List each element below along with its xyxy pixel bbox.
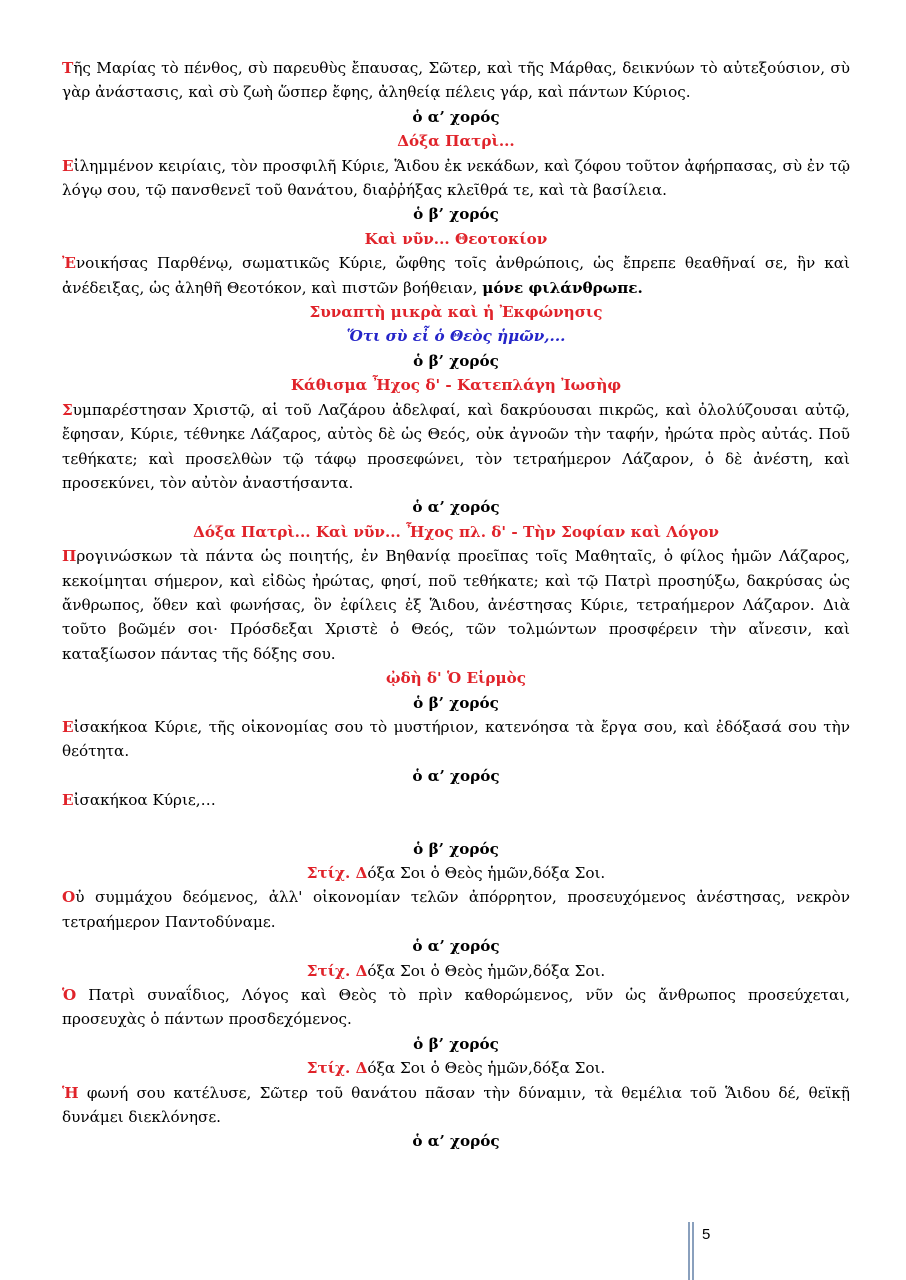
- paragraph-text: υμπαρέστησαν Χριστῷ, αἱ τοῦ Λαζάρου ἀδελφαί, καὶ δακρύουσαι πικρῶς, καὶ ὀλολύζουσαι αὐτῷ, ἔφησαν, Κύριε, τέθνηκε Λάζαρος, αὐτὸς δὲ ὡς Θεός, οὐκ ἀγνοῶν τὴν ταφήν, ἠρώτα πρὸς αὐτάς. Ποῦ τεθήκατε; καὶ προσελθὼν τῷ τάφῳ προσεφώνει, τὸν τετραήμερον Λάζαρον, ὁ δὲ ἀνέστη, καὶ προσεκύνει, τὸν αὐτὸν ἀναστήσαντα.: [62, 400, 850, 492]
- spacer: [62, 813, 850, 837]
- verse-label: Στίχ. Δ: [306, 864, 368, 882]
- choir-heading: ὁ β’ χορός: [413, 351, 499, 370]
- troparion-paragraph: [62, 56, 850, 105]
- troparion-paragraph: [62, 544, 850, 666]
- choir-heading: ὁ α’ χορός: [412, 107, 500, 126]
- paragraph-text: νοικήσας Παρθένῳ, σωματικῶς Κύριε, ὤφθης τοῖς ἀνθρώποις, ὡς ἔπρεπε θεαθῆναί σε, ἣν καὶ ἀνέδειξας, ὡς ἀληθῆ Θεοτόκον, καὶ πιστῶν βοήθειαν,: [62, 254, 850, 297]
- paragraph-text: ἰσακήκοα Κύριε,…: [73, 791, 216, 810]
- initial-letter: Π: [62, 547, 77, 566]
- verse-line: [62, 959, 850, 983]
- choir-heading: ὁ β’ χορός: [413, 839, 499, 858]
- footer-rule: [688, 1222, 698, 1280]
- page-number: 5: [702, 1226, 711, 1243]
- paragraph-text: ῆς Μαρίας τὸ πένθος, σὺ παρευθὺς ἔπαυσας, Σῶτερ, καὶ τῆς Μάρθας, δεικνύων τὸ αὐτεξούσιον, σὺ γὰρ ἀνάστασις, καὶ σὺ ζωὴ ὥσπερ ἔφης, ἀληθείᾳ πέλεις γάρ, καὶ πάντων Κύριος.: [62, 59, 850, 102]
- choir-heading: ὁ α’ χορός: [412, 937, 500, 956]
- document-page: [62, 56, 850, 1154]
- choir-heading: ὁ β’ χορός: [413, 1034, 499, 1053]
- initial-letter: Ε: [62, 717, 74, 736]
- verse-line: [62, 861, 850, 885]
- troparion-paragraph: [62, 715, 850, 764]
- paragraph-text: ρογινώσκων τὰ πάντα ὡς ποιητής, ἐν Βηθανίᾳ προεῖπας τοῖς Μαθηταῖς, ὁ φίλος ἡμῶν Λάζαρος, κεκοίμηται σήμερον, καὶ εἰδὼς ἠρώτας, φησί, ποῦ τεθήκατε; καὶ τῷ Πατρὶ προσηύξω, δακρύσας ὡς ἄνθρωπος, ὅθεν καὶ φωνήσας, ὃν ἐφίλεις ἐξ Ἅιδου, ἀνέστησας Κύριε, τετραήμερον Λάζαρον. Διὰ τοῦτο βοῶμέν σοι· Πρόσδεξαι Χριστὲ ὁ Θεός, τῶν τολμώντων προσφέρειν τὴν αἴνεσιν, καὶ καταξίωσον πάντας τῆς δόξης σου.: [62, 547, 850, 663]
- troparion-paragraph: [62, 154, 850, 203]
- paragraph-text: Πατρὶ συναΐδιος, Λόγος καὶ Θεὸς τὸ πρὶν καθορώμενος, νῦν ὡς ἄνθρωπος προσεύχεται, προσευχὰς ὁ πάντων προσδεχόμενος.: [62, 986, 850, 1029]
- exclamation-heading: Ὅτι σὺ εἶ ὁ Θεὸς ἡμῶν,...: [346, 327, 566, 346]
- verse-label: Στίχ. Δ: [306, 1059, 368, 1078]
- troparion-paragraph: [62, 398, 850, 496]
- troparion-paragraph: [62, 983, 850, 1032]
- initial-letter: Ε: [62, 791, 74, 810]
- paragraph-text: φωνή σου κατέλυσε, Σῶτερ τοῦ θανάτου πᾶσαν τὴν δύναμιν, τὰ θεμέλια τοῦ Ἅιδου δέ, θεϊκῇ δυνάμει διεκλόνησε.: [62, 1083, 850, 1127]
- verse-text: όξα Σοι ὁ Θεὸς ἡμῶν,δόξα Σοι.: [367, 961, 606, 980]
- paragraph-text: ὐ συμμάχου δεόμενος, ἀλλ' οἰκονομίαν τελῶν ἀπόρρητον, προσευχόμενος ἀνέστησας, νεκρὸν τετραήμερον Παντοδύναμε.: [62, 888, 850, 931]
- troparion-paragraph: [62, 885, 850, 934]
- footer-rule-line: [692, 1222, 694, 1280]
- troparion-paragraph: [62, 251, 850, 300]
- footer-rule-line: [688, 1222, 690, 1280]
- paragraph-text: ἰλημμένον κειρίαις, τὸν προσφιλῆ Κύριε, Ἅιδου ἐκ νεκάδων, καὶ ζόφου τοῦτον ἀφήρπασας, σὺ ἐν τῷ λόγῳ σου, τῷ πανσθενεῖ τοῦ θανάτου, διαῤῥήξας κλεῖθρά τε, καὶ τὰ βασίλεια.: [62, 156, 850, 200]
- initial-letter: Σ: [62, 400, 73, 419]
- initial-letter: Ε: [62, 156, 74, 175]
- initial-letter: Ἡ: [62, 1083, 79, 1102]
- theotokion-heading: Καὶ νῦν... Θεοτοκίον: [364, 229, 548, 248]
- kathisma-heading: Κάθισμα Ἦχος δ' - Κατεπλάγη Ἰωσὴφ: [290, 376, 622, 395]
- troparion-paragraph: [62, 788, 850, 812]
- verse-text: όξα Σοι ὁ Θεὸς ἡμῶν,δόξα Σοι.: [367, 864, 606, 882]
- initial-letter: Ἐ: [62, 254, 76, 273]
- verse-text: όξα Σοι ὁ Θεὸς ἡμῶν,δόξα Σοι.: [367, 1059, 606, 1078]
- choir-heading: ὁ β’ χορός: [413, 205, 499, 224]
- initial-letter: Ο: [62, 888, 76, 907]
- verse-label: Στίχ. Δ: [306, 961, 368, 980]
- choir-heading: ὁ α’ χορός: [412, 1132, 500, 1151]
- verse-line: [62, 1056, 850, 1080]
- doxology-heading: Δόξα Πατρὶ... Καὶ νῦν... Ἦχος πλ. δ' - Τὴν Σοφίαν καὶ Λόγον: [193, 522, 719, 541]
- litany-heading: Συναπτὴ μικρὰ καὶ ἡ Ἐκφώνησις: [309, 303, 603, 322]
- paragraph-bold-ending: μόνε φιλάνθρωπε.: [482, 278, 643, 297]
- choir-heading: ὁ β’ χορός: [413, 693, 499, 712]
- initial-letter: Ὁ: [62, 986, 77, 1005]
- paragraph-text: ἰσακήκοα Κύριε, τῆς οἰκονομίας σου τὸ μυστήριον, κατενόησα τὰ ἔργα σου, καὶ ἐδόξασά σου τὴν θεότητα.: [62, 717, 850, 761]
- doxology-heading: Δόξα Πατρὶ...: [397, 132, 515, 151]
- choir-heading: ὁ α’ χορός: [412, 498, 500, 517]
- troparion-paragraph: [62, 1081, 850, 1130]
- initial-letter: Τ: [62, 59, 74, 77]
- ode-heading: ᾠδὴ δ' Ὁ Εἱρμὸς: [386, 669, 526, 688]
- choir-heading: ὁ α’ χορός: [412, 766, 500, 785]
